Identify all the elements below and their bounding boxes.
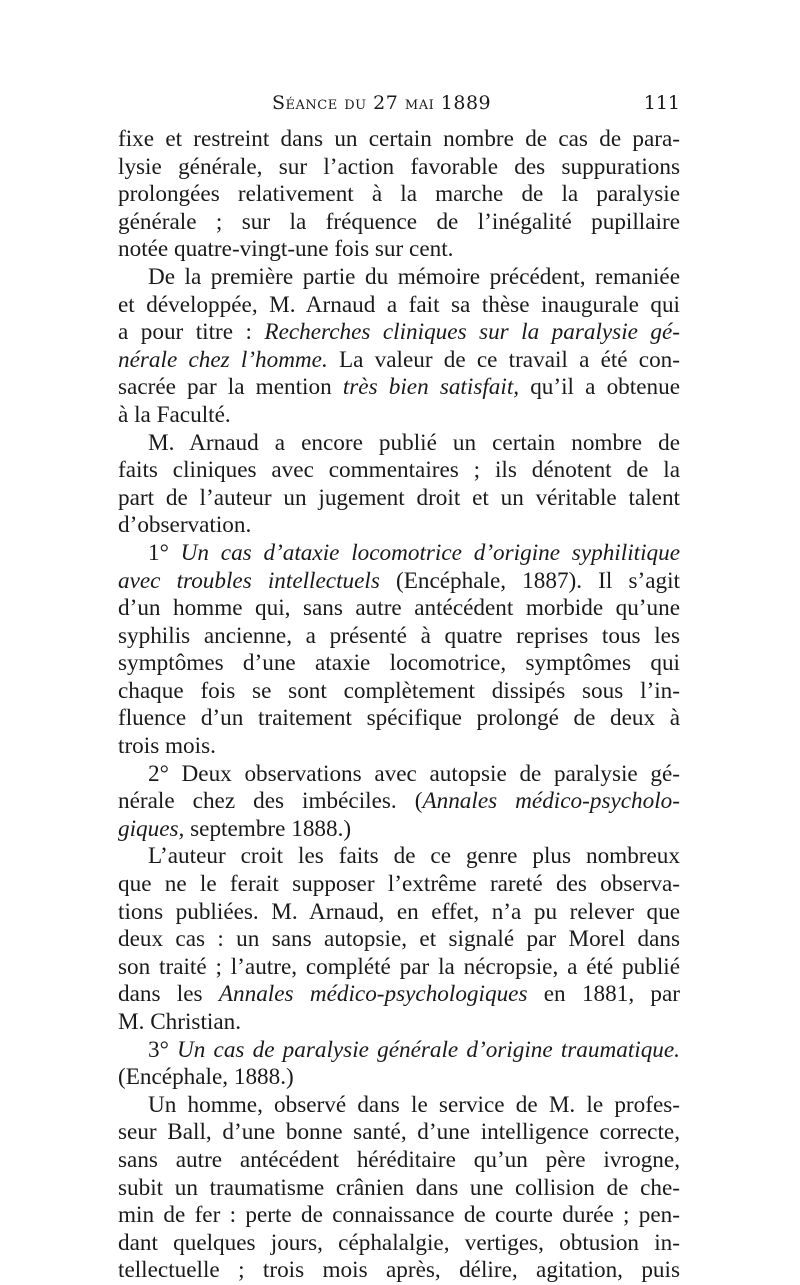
- text-line: [118, 347, 680, 375]
- text-segment: d’un homme qui, sans autre antécédent morbide qu’une: [118, 595, 680, 622]
- text-segment: et développée, M. Arnaud a fait sa thèse inaugurale qui: [118, 291, 680, 318]
- text-line: [118, 209, 680, 237]
- text-segment: deux cas : un sans autopsie, et signalé par Morel dans: [118, 926, 680, 953]
- text-segment: sacrée par la mention: [118, 374, 343, 401]
- text-segment: M. Christian.: [118, 1009, 242, 1035]
- text-line: [118, 954, 680, 982]
- text-line: [118, 678, 680, 706]
- text-segment: 2° Deux observations avec autopsie de paralysie gé-: [148, 760, 680, 787]
- text-line: [118, 926, 680, 954]
- text-segment: seur Ball, d’une bonne santé, d’une intelligence correcte,: [118, 1119, 680, 1146]
- text-line: [118, 236, 680, 264]
- text-line: [118, 816, 680, 844]
- text-segment: d’observation.: [118, 512, 252, 539]
- text-segment: La valeur de ce travail a été con-: [327, 346, 680, 373]
- text-segment: 3°: [148, 1036, 178, 1063]
- text-segment: son traité ; l’autre, complété par la nécropsie, a été publié: [118, 953, 680, 980]
- text-line: [118, 181, 680, 209]
- text-segment: sans autre antécédent héréditaire qu’un père ivrogne,: [118, 1146, 680, 1173]
- text-line: [118, 1037, 680, 1065]
- text-segment: Un homme, observé dans le service de M. le profes-: [148, 1091, 680, 1118]
- text-segment: chaque fois se sont complètement dissipés sous l’in-: [118, 677, 680, 704]
- italic-text: Annales médico-psychologiques: [218, 981, 528, 1008]
- text-segment: fixe et restreint dans un certain nombre de cas de para-: [118, 126, 680, 152]
- text-line: [118, 319, 680, 347]
- text-segment: min de fer : perte de connaissance de courte durée ; pen-: [118, 1202, 680, 1229]
- text-segment: subit un traumatisme crânien dans une collision de che-: [118, 1174, 680, 1201]
- text-line: [118, 899, 680, 927]
- text-segment: M. Arnaud a encore publié un certain nombre de: [148, 429, 680, 456]
- page-header: [118, 92, 680, 122]
- text-segment: (Encéphale, 1888.): [118, 1064, 294, 1091]
- text-line: [118, 705, 680, 733]
- text-line: [118, 374, 680, 402]
- text-line: [118, 761, 680, 789]
- running-title-text: Séance du 27: [272, 92, 405, 114]
- text-segment: 1°: [148, 539, 181, 566]
- text-segment: tions publiées. M. Arnaud, en effet, n’a pu relever que: [118, 898, 680, 925]
- text-segment: en 1881, par: [527, 981, 681, 1008]
- italic-text: Un cas de paralysie générale d’origine traumatique.: [177, 1036, 680, 1063]
- text-segment: septembre 1888.): [184, 815, 352, 842]
- text-line: [118, 292, 680, 320]
- text-segment: trois mois.: [118, 733, 216, 760]
- text-line: [118, 871, 680, 899]
- text-line: [118, 1119, 680, 1147]
- text-line: [118, 512, 680, 540]
- text-segment: tellectuelle ; trois mois après, délire, agitation, puis: [118, 1257, 680, 1284]
- text-line: [118, 540, 680, 568]
- italic-text: giques,: [118, 815, 185, 842]
- text-line: [118, 1092, 680, 1120]
- text-line: [118, 843, 680, 871]
- italic-text: nérale chez l’homme.: [118, 346, 328, 373]
- italic-text: Annales médico-psycholo-: [422, 788, 680, 815]
- text-segment: nérale chez des imbéciles. (: [118, 788, 423, 815]
- text-line: [118, 650, 680, 678]
- text-line: [118, 1257, 680, 1285]
- text-segment: a pour titre :: [118, 319, 265, 346]
- italic-text: Un cas d’ataxie locomotrice d’origine syphilitique: [180, 539, 680, 566]
- italic-text: Recherches cliniques sur la paralysie gé-: [264, 319, 681, 346]
- text-segment: à la Faculté.: [118, 401, 231, 428]
- text-line: [118, 1147, 680, 1175]
- text-segment: faits cliniques avec commentaires ; ils dénotent de la: [118, 457, 680, 484]
- text-line: [118, 981, 680, 1009]
- text-line: [118, 264, 680, 292]
- text-segment: que ne le ferait supposer l’extrême rareté des observa-: [118, 871, 680, 898]
- italic-text: avec troubles intellectuels: [118, 567, 380, 594]
- text-segment: générale ; sur la fréquence de l’inégalité pupillaire: [118, 208, 680, 235]
- body-text: [118, 126, 680, 1285]
- text-segment: notée quatre-vingt-une fois sur cent.: [118, 236, 454, 263]
- text-line: [118, 788, 680, 816]
- page-number: 111: [643, 92, 680, 114]
- text-segment: dant quelques jours, céphalalgie, vertiges, obtusion in-: [118, 1229, 680, 1256]
- text-line: [118, 457, 680, 485]
- text-segment: qu’il a obtenue: [519, 374, 680, 401]
- running-title-year: 1889: [434, 92, 492, 114]
- text-segment: prolongées relativement à la marche de la paralysie: [118, 181, 680, 208]
- text-segment: (Encéphale, 1887). Il s’agit: [379, 567, 680, 594]
- text-segment: L’auteur croit les faits de ce genre plus nombreux: [148, 843, 680, 870]
- text-segment: fluence d’un traitement spécifique prolongé de deux à: [118, 705, 680, 732]
- text-line: [118, 1202, 680, 1230]
- italic-text: très bien satisfait,: [342, 374, 520, 401]
- text-segment: syphilis ancienne, a présenté à quatre reprises tous les: [118, 622, 680, 649]
- text-line: [118, 568, 680, 596]
- running-title-month: mai: [404, 92, 435, 114]
- text-line: [118, 1064, 680, 1092]
- text-line: [118, 733, 680, 761]
- text-segment: De la première partie du mémoire précédent, remaniée: [148, 263, 680, 290]
- text-segment: symptômes d’une ataxie locomotrice, symptômes qui: [118, 650, 680, 677]
- text-line: [118, 1230, 680, 1258]
- text-line: [118, 1175, 680, 1203]
- text-segment: lysie générale, sur l’action favorable des suppurations: [118, 153, 680, 180]
- text-line: [118, 402, 680, 430]
- text-segment: dans les: [118, 981, 219, 1008]
- text-line: [118, 623, 680, 651]
- text-segment: part de l’auteur un jugement droit et un véritable talent: [118, 484, 680, 511]
- text-line: [118, 595, 680, 623]
- text-line: [118, 1009, 680, 1037]
- text-line: [118, 126, 680, 154]
- text-line: [118, 154, 680, 182]
- text-line: [118, 430, 680, 458]
- running-title: [272, 92, 491, 114]
- text-line: [118, 485, 680, 513]
